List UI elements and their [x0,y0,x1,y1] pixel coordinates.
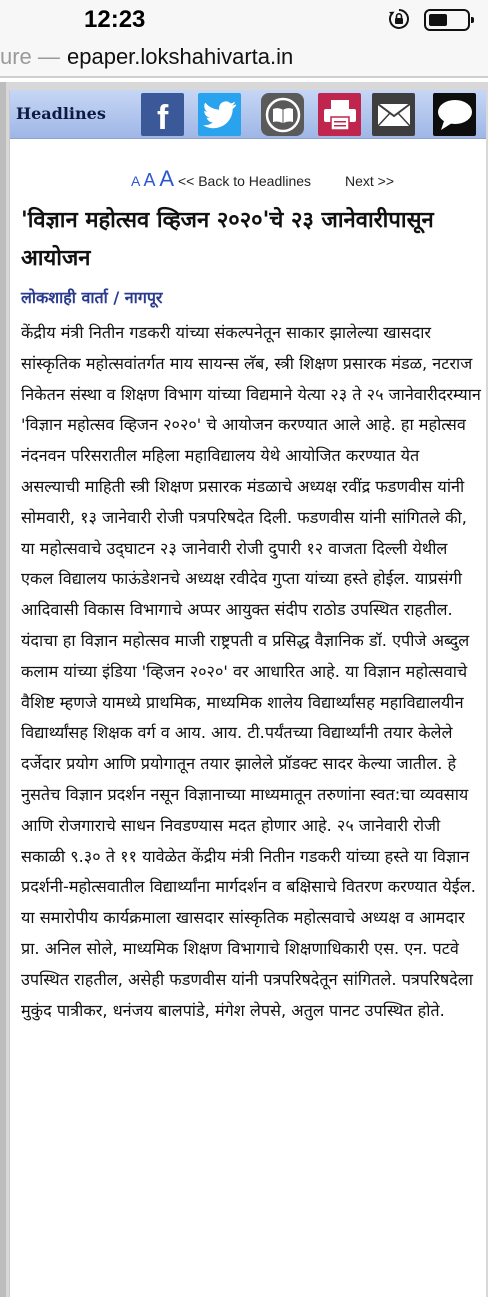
font-size-small-button[interactable]: A [131,173,140,189]
print-icon[interactable] [318,93,361,136]
headlines-toolbar [10,90,486,139]
article-body [21,318,481,1026]
frame-edge [0,82,6,1297]
svg-text:f: f [157,99,169,136]
comment-icon[interactable] [433,93,476,136]
text-controls [131,166,311,192]
article-panel [9,90,486,1297]
article-paragraph: केंद्रीय मंत्री नितीन गडकरी यांच्या संकल्पनेतून साकार झालेल्या खासदार सांस्कृतिक महोत्सवांतर्गत माय सायन्स लॅब, स्त्री शिक्षण प्रसारक मंडळ, नटराज निकेतन संस्था व शिक्षण विभाग यांच्या विद्यमाने येत्या २३ ते २५ जानेवारीदरम्यान 'विज्ञान महोत्सव व्हिजन २०२०' चे आयोजन करण्यात आले आहे. हा महोत्सव नंदनवन परिसरातील महिला महाविद्यालय येथे आयोजित करण्यात येत असल्याची माहिती स्त्री शिक्षण प्रसारक मंडळाचे अध्यक्ष रवींद्र फडणवीस यांनी सोमवारी, १३ जानेवारी रोजी पत्रपरिषदेत दिली. फडणवीस यांनी सांगितले की, या महोत्सवाचे उद्‌घाटन २३ जानेवारी रोजी दुपारी १२ वाजता दिल्ली येथील एकल विद्यालय फाऊंडेशनचे अध्यक्ष रवीदेव गुप्ता यांच्या हस्ते होईल. याप्रसंगी आदिवासी विकास विभागाचे अप्पर आयुक्त संदीप राठोड उपस्थित राहतील. यंदाचा हा विज्ञान महोत्सव माजी राष्ट्रपती व प्रसिद्ध वैज्ञानिक डॉ. एपीजे अब्दुल कलाम यांच्या इंडिया 'व्हिजन २०२०' वर आधारित आहे. या विज्ञान महोत्सवाचे वैशिष्ट म्हणजे यामध्ये प्राथमिक, माध्यमिक शालेय विद्यार्थ्यांसह महाविद्यालयीन विद्यार्थ्यांसह शिक्षक वर्ग व आय. आय. टी.पर्यंतच्या विद्यार्थ्यांनी तयार केलेले दर्जेदार प्रयोग आणि प्रयोगातून तयार झालेले प्रॉडक्ट सादर केल्या जातील. हे नुसतेच विज्ञान प्रदर्शन नसून विज्ञानाच्या माध्यमातून तरुणांना स्वत:चा व्यवसाय आणि रोजगाराचे साधन निवडण्यास मदत होणार आहे. २५ जानेवारी रोजी सकाळी ९.३० ते ११ यावेळेत केंद्रीय मंत्री नितीन गडकरी यांच्या हस्ते या विज्ञान प्रदर्शनी-महोत्सवातील विद्यार्थ्यांना मार्गदर्शन व बक्षिसाचे वितरण करण्यात येईल. [21,323,481,897]
article-paragraph: या समारोपीय कार्यक्रमाला खासदार सांस्कृतिक महोत्सवाचे अध्यक्ष व आमदार प्रा. अनिल सोले, माध्यमिक शिक्षण विभागाचे शिक्षणाधिकारी एस. एन. पटवे उपस्थित राहतील, असेही फडणवीस यांनी पत्रपरिषदेतून सांगितले. पत्रपरिषदेला मुकुंद पात्रीकर, धनंजय बालपांडे, मंगेश लेपसे, अतुल पानट उपस्थित होते. [21,908,473,1020]
twitter-icon[interactable] [198,93,241,136]
orientation-lock-icon [388,8,410,30]
page-frame [0,82,488,1297]
toolbar-title: Headlines [16,104,106,123]
status-time: 12:23 [84,6,146,33]
back-to-headlines-link[interactable]: << Back to Headlines [177,173,312,189]
book-icon[interactable] [261,93,304,136]
article-byline: लोकशाही वार्ता / नागपूर [21,288,163,307]
font-size-large-button[interactable]: A [159,166,175,191]
address-divider [0,76,488,78]
status-bar [0,0,488,42]
address-bar[interactable] [0,42,488,76]
article-headline: 'विज्ञान महोत्सव व्हिजन २०२०'चे २३ जानेवारीपासून आयोजन [21,208,434,271]
facebook-icon[interactable] [141,93,184,136]
next-link[interactable]: Next >> [345,173,395,189]
font-size-medium-button[interactable]: A [143,170,156,190]
url-domain[interactable]: epaper.lokshahivarta.in [67,44,294,69]
mail-icon[interactable] [372,93,415,136]
battery-icon [424,9,470,31]
url-prefix: ure — [0,44,60,69]
